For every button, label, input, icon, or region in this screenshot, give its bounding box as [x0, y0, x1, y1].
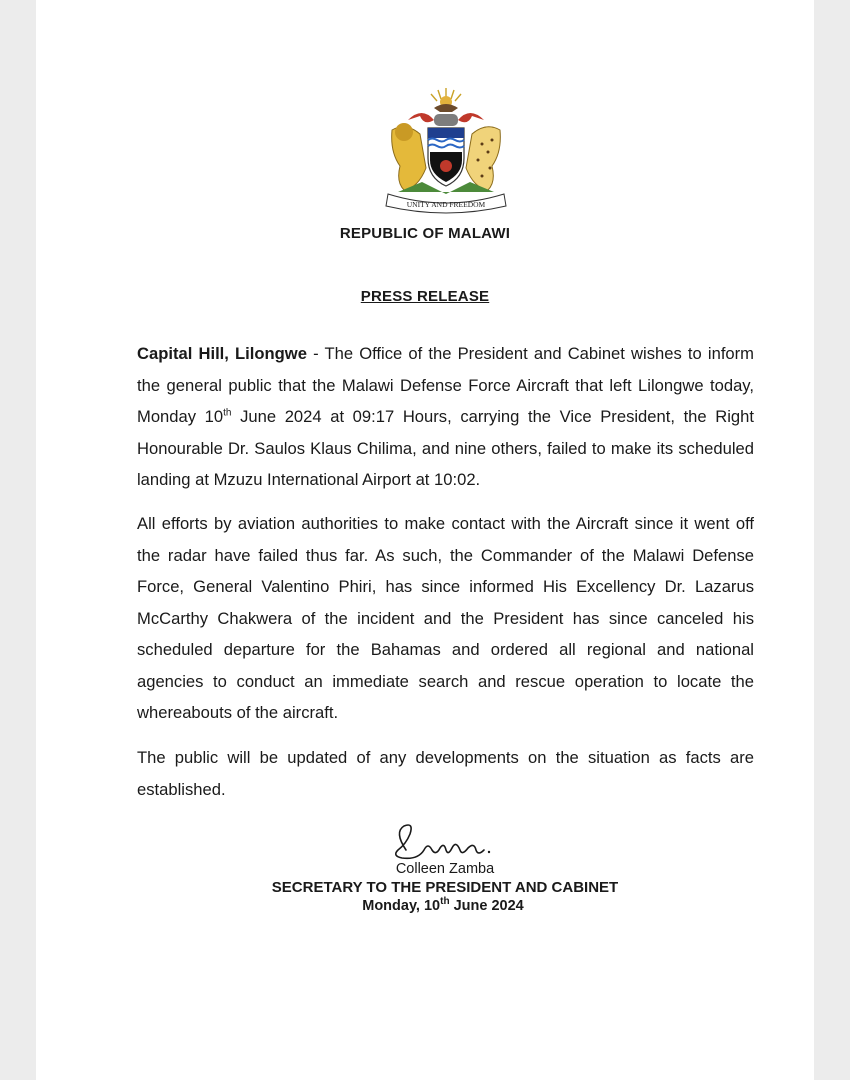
paragraph-1-text-b: June 2024 at 09:17 Hours, carrying the Vice President, the Right Honourable Dr. Saulos Klaus Chilima, and nine others, failed to make its scheduled landing at Mzuzu International Airport at 10:02.	[137, 407, 755, 489]
crest-motto: UNITY AND FREEDOM	[406, 200, 486, 209]
signature-date	[0, 898, 850, 914]
handwritten-signature	[388, 820, 498, 866]
paragraph-1-superscript: th	[223, 407, 232, 419]
signature-date-superscript: th	[440, 896, 450, 908]
malawi-coat-of-arms-icon	[378, 86, 514, 214]
paragraph-2: All efforts by aviation authorities to make contact with the Aircraft since it went off the radar have failed thus far. As such, the Commander of the Malawi Defense Force, General Valentino Phiri, has since informed His Excellency Dr. Lazarus McCarthy Chakwera of the incident and the President has since canceled his scheduled departure for the Bahamas and ordered all regional and national agencies to conduct an immediate search and rescue operation to locate the whereabouts of the aircraft.	[137, 514, 754, 722]
paragraph-1-text-a: - The Office of the President and Cabinet wishes to inform the general public that the Malawi Defense Force Aircraft that left Lilongwe today, Monday 10	[137, 344, 755, 426]
signer-title: SECRETARY TO THE PRESIDENT AND CABINET	[271, 879, 619, 896]
signer-name: Colleen Zamba	[395, 861, 495, 877]
signature-date-b: June 2024	[449, 898, 524, 914]
signature-date-a: Monday, 10	[362, 898, 441, 914]
document-type-heading: PRESS RELEASE	[360, 288, 490, 305]
paragraph-1	[137, 338, 754, 496]
country-heading: REPUBLIC OF MALAWI	[339, 225, 511, 242]
paragraph-3: The public will be updated of any developments on the situation as facts are established.	[137, 748, 754, 799]
dateline: Capital Hill, Lilongwe	[137, 344, 307, 363]
